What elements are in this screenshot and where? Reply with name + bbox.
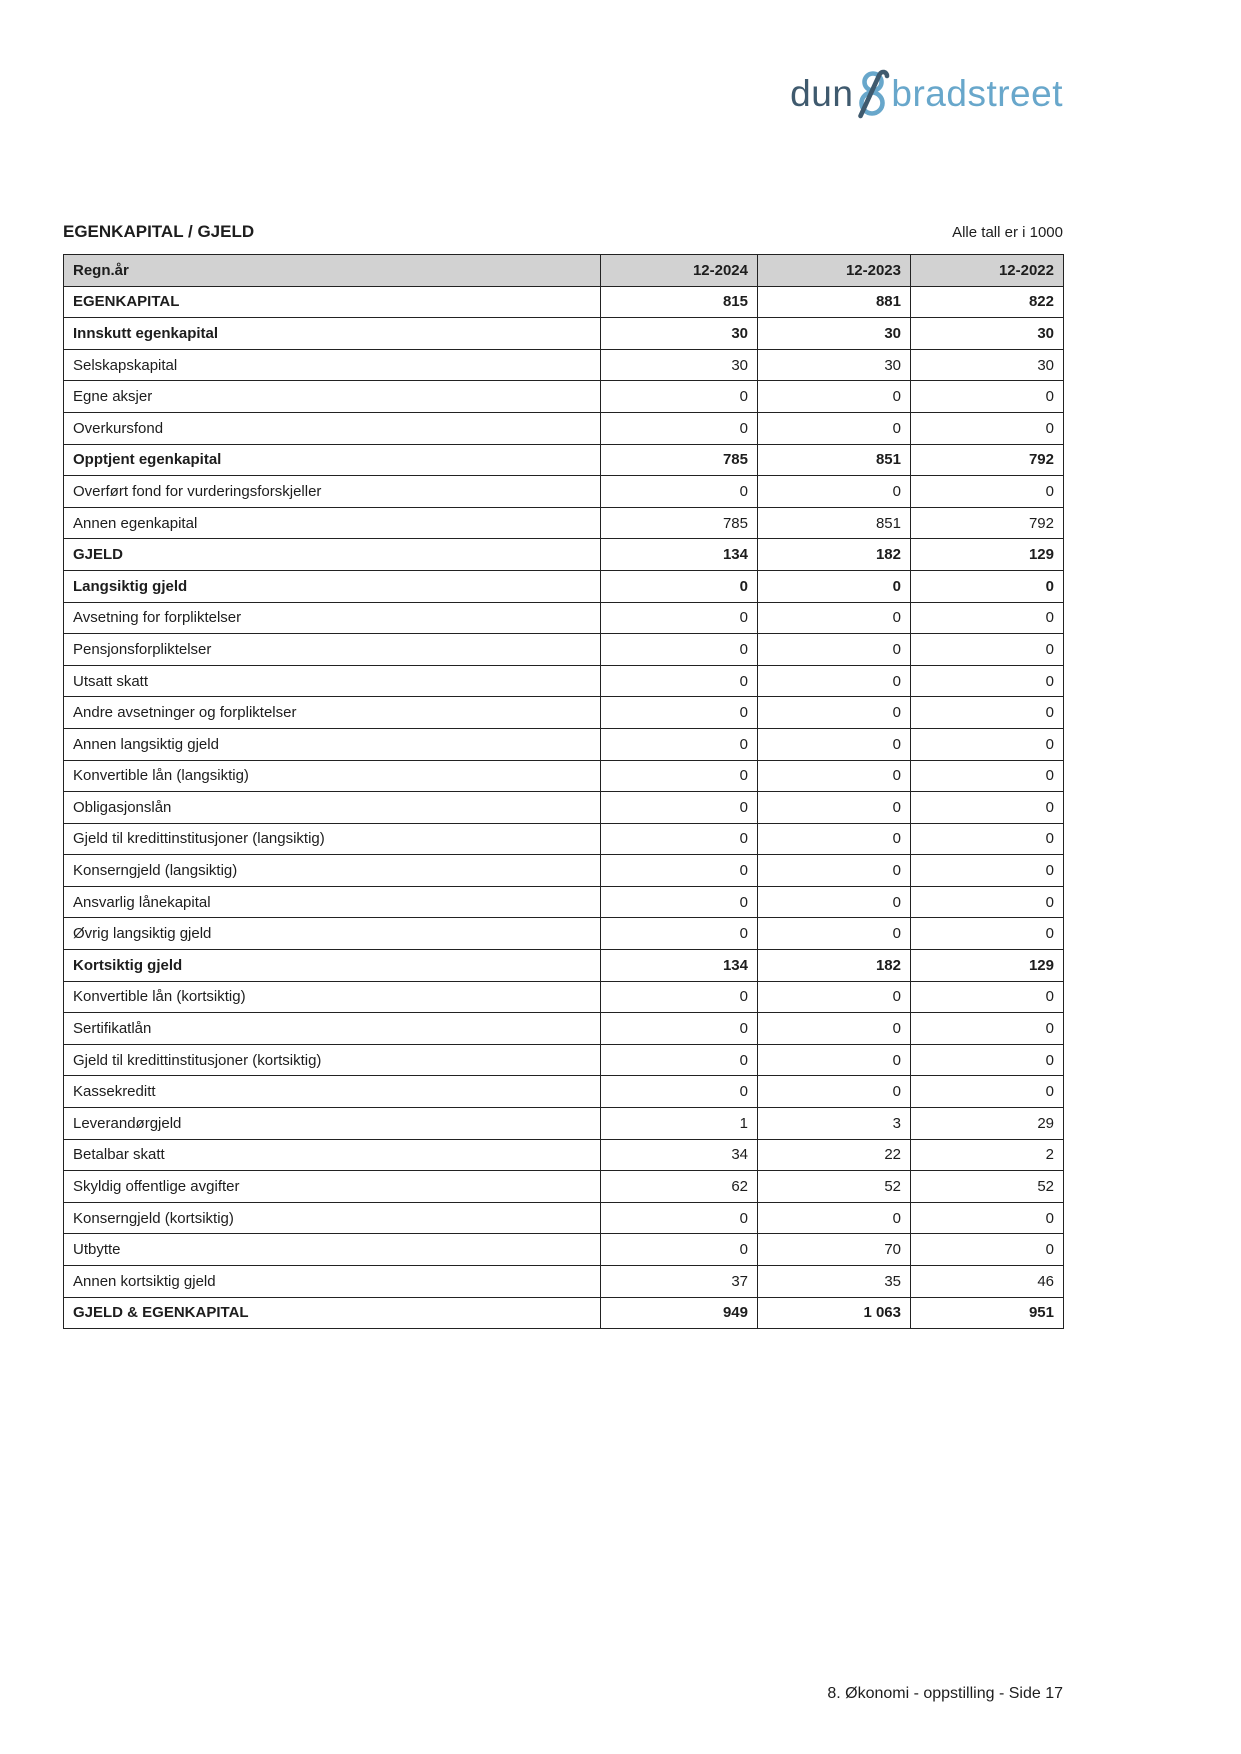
row-value: 129 (911, 950, 1064, 982)
section-title: EGENKAPITAL / GJELD (63, 222, 255, 241)
row-label: EGENKAPITAL (64, 286, 601, 318)
balance-sheet-table (63, 254, 1064, 1329)
row-label: Konserngjeld (kortsiktig) (64, 1202, 601, 1234)
row-value: 30 (911, 318, 1064, 350)
table-row (64, 886, 1064, 918)
row-value: 0 (758, 697, 911, 729)
table-row (64, 855, 1064, 887)
row-value: 182 (758, 950, 911, 982)
row-label: Kortsiktig gjeld (64, 950, 601, 982)
row-value: 0 (601, 855, 758, 887)
row-label: Innskutt egenkapital (64, 318, 601, 350)
row-value: 0 (911, 1013, 1064, 1045)
table-row (64, 476, 1064, 508)
row-label: Obligasjonslån (64, 792, 601, 824)
row-label: Andre avsetninger og forpliktelser (64, 697, 601, 729)
row-label: Opptjent egenkapital (64, 444, 601, 476)
logo-word-dun: dun (790, 72, 854, 114)
row-label: Leverandørgjeld (64, 1108, 601, 1140)
table-row (64, 570, 1064, 602)
table-row (64, 1044, 1064, 1076)
table-row (64, 1171, 1064, 1203)
row-value: 0 (601, 1234, 758, 1266)
row-value: 0 (911, 760, 1064, 792)
row-value: 0 (601, 602, 758, 634)
row-value: 0 (911, 1234, 1064, 1266)
row-value: 881 (758, 286, 911, 318)
row-value: 1 063 (758, 1297, 911, 1329)
row-value: 0 (911, 886, 1064, 918)
row-label: Overført fond for vurderingsforskjeller (64, 476, 601, 508)
row-value: 0 (911, 602, 1064, 634)
row-value: 0 (911, 792, 1064, 824)
table-row (64, 602, 1064, 634)
table-row (64, 665, 1064, 697)
row-value: 0 (758, 918, 911, 950)
row-value: 0 (911, 1076, 1064, 1108)
table-body (64, 286, 1064, 1329)
table-row (64, 507, 1064, 539)
row-value: 0 (601, 665, 758, 697)
row-value: 0 (758, 381, 911, 413)
row-value: 0 (911, 918, 1064, 950)
row-value: 0 (758, 665, 911, 697)
row-value: 1 (601, 1108, 758, 1140)
row-label: Ansvarlig lånekapital (64, 886, 601, 918)
row-value: 0 (601, 570, 758, 602)
row-value: 951 (911, 1297, 1064, 1329)
row-value: 0 (911, 1202, 1064, 1234)
row-value: 0 (601, 823, 758, 855)
row-value: 37 (601, 1266, 758, 1298)
row-value: 182 (758, 539, 911, 571)
page-footer: 8. Økonomi - oppstilling - Side 17 (827, 1685, 1063, 1702)
table-row (64, 918, 1064, 950)
table-row (64, 412, 1064, 444)
table-row (64, 1139, 1064, 1171)
row-label: Egne aksjer (64, 381, 601, 413)
row-value: 0 (601, 381, 758, 413)
row-value: 851 (758, 507, 911, 539)
table-row (64, 823, 1064, 855)
row-label: Selskapskapital (64, 349, 601, 381)
table-row (64, 1234, 1064, 1266)
row-value: 0 (601, 886, 758, 918)
row-label: Gjeld til kredittinstitusjoner (kortsiktig) (64, 1044, 601, 1076)
row-label: Konvertible lån (langsiktig) (64, 760, 601, 792)
row-label: Konserngjeld (langsiktig) (64, 855, 601, 887)
row-value: 0 (758, 1044, 911, 1076)
row-value: 0 (758, 634, 911, 666)
row-value: 0 (911, 697, 1064, 729)
column-header-12-2022: 12-2022 (911, 255, 1064, 287)
table-row (64, 381, 1064, 413)
row-value: 0 (758, 823, 911, 855)
row-value: 30 (601, 318, 758, 350)
row-value: 822 (911, 286, 1064, 318)
row-value: 0 (601, 1202, 758, 1234)
row-label: Skyldig offentlige avgifter (64, 1171, 601, 1203)
table-row (64, 634, 1064, 666)
row-value: 134 (601, 950, 758, 982)
row-value: 35 (758, 1266, 911, 1298)
row-value: 0 (601, 1044, 758, 1076)
row-value: 0 (758, 1202, 911, 1234)
row-label: Øvrig langsiktig gjeld (64, 918, 601, 950)
row-value: 0 (601, 1076, 758, 1108)
row-label: Pensjonsforpliktelser (64, 634, 601, 666)
ampersand-icon (854, 69, 890, 119)
row-value: 0 (601, 918, 758, 950)
row-value: 0 (758, 855, 911, 887)
row-value: 0 (911, 855, 1064, 887)
row-label: Betalbar skatt (64, 1139, 601, 1171)
row-value: 0 (758, 728, 911, 760)
row-value: 0 (758, 412, 911, 444)
row-value: 0 (911, 570, 1064, 602)
row-label: Overkursfond (64, 412, 601, 444)
row-value: 0 (911, 728, 1064, 760)
row-label: Utbytte (64, 1234, 601, 1266)
row-value: 792 (911, 507, 1064, 539)
table-row (64, 286, 1064, 318)
row-value: 52 (758, 1171, 911, 1203)
row-value: 0 (758, 886, 911, 918)
row-label: Avsetning for forpliktelser (64, 602, 601, 634)
row-value: 0 (601, 476, 758, 508)
row-label: Annen langsiktig gjeld (64, 728, 601, 760)
row-value: 30 (601, 349, 758, 381)
row-value: 0 (758, 981, 911, 1013)
table-row (64, 792, 1064, 824)
row-value: 0 (911, 476, 1064, 508)
table-row (64, 728, 1064, 760)
logo-word-bradstreet: bradstreet (891, 72, 1063, 114)
table-row (64, 950, 1064, 982)
table-row (64, 1202, 1064, 1234)
row-value: 0 (911, 1044, 1064, 1076)
section-header (63, 222, 1063, 242)
row-value: 134 (601, 539, 758, 571)
row-value: 52 (911, 1171, 1064, 1203)
row-value: 785 (601, 507, 758, 539)
table-row (64, 1297, 1064, 1329)
row-value: 0 (601, 412, 758, 444)
row-value: 30 (911, 349, 1064, 381)
row-value: 0 (758, 602, 911, 634)
table-row (64, 539, 1064, 571)
row-value: 0 (911, 634, 1064, 666)
row-value: 0 (758, 1013, 911, 1045)
row-value: 0 (758, 570, 911, 602)
row-value: 0 (911, 981, 1064, 1013)
row-value: 815 (601, 286, 758, 318)
row-value: 0 (911, 823, 1064, 855)
row-value: 0 (758, 476, 911, 508)
table-row (64, 444, 1064, 476)
row-value: 949 (601, 1297, 758, 1329)
table-header-row (64, 255, 1064, 287)
row-label: GJELD & EGENKAPITAL (64, 1297, 601, 1329)
dun-bradstreet-logo (790, 68, 1063, 118)
row-value: 29 (911, 1108, 1064, 1140)
row-value: 785 (601, 444, 758, 476)
row-value: 0 (758, 792, 911, 824)
row-value: 70 (758, 1234, 911, 1266)
table-row (64, 318, 1064, 350)
column-header-12-2023: 12-2023 (758, 255, 911, 287)
row-label: Konvertible lån (kortsiktig) (64, 981, 601, 1013)
table-row (64, 697, 1064, 729)
table-row (64, 1108, 1064, 1140)
row-label: Annen kortsiktig gjeld (64, 1266, 601, 1298)
row-label: GJELD (64, 539, 601, 571)
row-value: 62 (601, 1171, 758, 1203)
row-label: Gjeld til kredittinstitusjoner (langsiktig) (64, 823, 601, 855)
row-value: 0 (911, 412, 1064, 444)
row-value: 0 (601, 1013, 758, 1045)
table-row (64, 1076, 1064, 1108)
row-value: 3 (758, 1108, 911, 1140)
row-value: 851 (758, 444, 911, 476)
row-value: 30 (758, 318, 911, 350)
row-label: Utsatt skatt (64, 665, 601, 697)
row-value: 2 (911, 1139, 1064, 1171)
table-row (64, 349, 1064, 381)
row-value: 0 (601, 760, 758, 792)
row-label: Kassekreditt (64, 1076, 601, 1108)
row-value: 34 (601, 1139, 758, 1171)
row-value: 22 (758, 1139, 911, 1171)
row-label: Sertifikatlån (64, 1013, 601, 1045)
row-value: 0 (911, 665, 1064, 697)
row-value: 0 (601, 981, 758, 1013)
table-row (64, 1013, 1064, 1045)
column-header-regnar: Regn.år (64, 255, 601, 287)
unit-note: Alle tall er i 1000 (952, 224, 1063, 241)
table-row (64, 981, 1064, 1013)
row-value: 0 (911, 381, 1064, 413)
column-header-12-2024: 12-2024 (601, 255, 758, 287)
row-value: 0 (758, 760, 911, 792)
row-value: 792 (911, 444, 1064, 476)
row-value: 129 (911, 539, 1064, 571)
row-value: 0 (601, 697, 758, 729)
row-value: 46 (911, 1266, 1064, 1298)
row-value: 0 (601, 634, 758, 666)
table-row (64, 760, 1064, 792)
row-value: 0 (601, 792, 758, 824)
row-value: 30 (758, 349, 911, 381)
row-label: Langsiktig gjeld (64, 570, 601, 602)
row-label: Annen egenkapital (64, 507, 601, 539)
row-value: 0 (601, 728, 758, 760)
table-row (64, 1266, 1064, 1298)
row-value: 0 (758, 1076, 911, 1108)
